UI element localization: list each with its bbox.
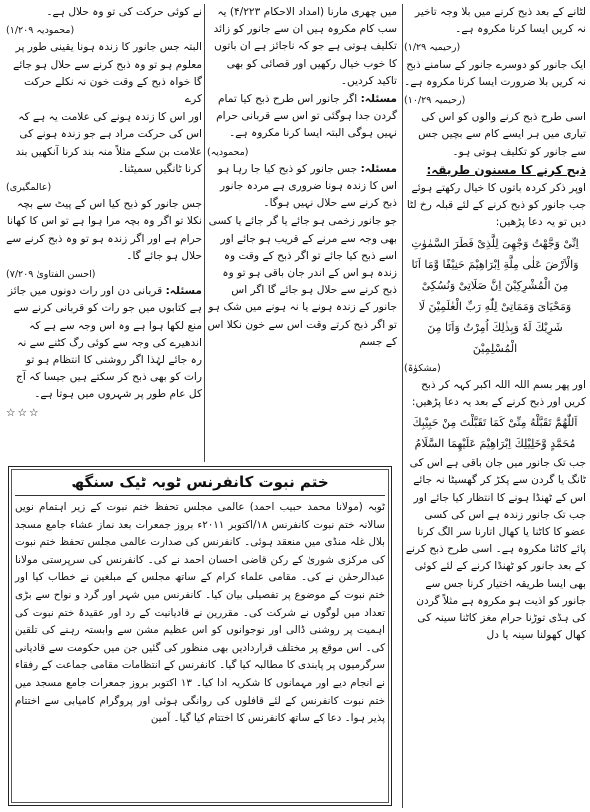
masala-paragraph bbox=[207, 91, 397, 143]
column-divider bbox=[402, 4, 403, 808]
masala-label: مسئلہ: bbox=[360, 162, 397, 175]
masala-paragraph bbox=[207, 161, 397, 213]
paragraph: لٹانے کے بعد ذبح کرنے میں بلا وجہ تاخیر نہ کریں ایسا کرنا مکروہ ہے۔ bbox=[414, 6, 586, 36]
paragraph: نے کوئی حرکت کی تو وہ حلال ہے۔ bbox=[46, 6, 202, 18]
reference: (رحیمیہ ۱/۲۹) bbox=[404, 42, 461, 54]
paragraph: البتہ جس جانور کا زندہ ہونا یقینی طور پر معلوم ہو تو وہ ذبح کرنے سے حلال ہو جائے گا خواہ ذبح کے وقت خون نہ نکلے حرکت کرے bbox=[13, 41, 202, 106]
paragraph: اوپر ذکر کردہ باتوں کا خیال رکھتے ہوئے جب جانور کو ذبح کرنے کے لئے قبلہ رخ لٹا دیں تو یہ دعا پڑھیں: bbox=[406, 182, 586, 229]
paragraph: جو جانور زخمی ہو جائے یا گر جائے یا کسی بھی وجہ سے مرنے کے قریب ہو جائے اور اسے ذبح کیا جائے تو اگر ذبح کے وقت وہ زندہ ہو اس کے اندر جان باقی ہو تو وہ ذبح کرنے سے حلال ہو جائے گا اگر اس جانور کے زندہ ہونے یا نہ ہونے میں شک ہو تو اگر ذبح کرتے وقت اس سے خون نکلا اس کے جسم bbox=[207, 215, 397, 348]
reference: (مشکوٰۃ) bbox=[404, 362, 441, 374]
column-divider bbox=[204, 4, 205, 462]
news-box-title: ختم نبوت کانفرنس ٹوبہ ٹیک سنگھ bbox=[15, 471, 385, 496]
masala-text: اگر جانور اس طرح ذبح کیا تمام گردن جدا ہوگئی تو اس سے قربانی حرام نہیں ہوگی البتہ ایسا کرنا مکروہ ہے۔ bbox=[216, 93, 397, 140]
reference: (احسن الفتاویٰ ۷/۲۰۹) bbox=[6, 269, 96, 281]
end-stars: ☆☆☆ bbox=[6, 406, 41, 419]
news-box-body: ٹوبہ (مولانا محمد حبیب احمد) عالمی مجلس تحفظ ختم نبوت کے زیر اہتمام نویں سالانہ ختم نبوت کانفرنس ۱۸/اکتوبر ۲۰۱۱ء بروز جمعرات بعد نماز عشاء جامع مسجد بلال غلہ منڈی میں منعقد ہوئی۔ کانفرنس کی صدارت عالمی مجلس تحفظ ختم نبوت کی مرکزی شوریٰ کے رکن قاضی احسان احمد نے کی۔ کانفرنس کی سرپرستی مولانا عبدالرحمٰن نے کی۔ مقامی علماء کرام کے ساتھ مجلس کے مبلغین نے خطاب کیا اور ختم نبوت کے موضوع پر تفصیلی بیان کیا۔ کانفرنس میں شہر اور گرد و نواح سے بڑی تعداد میں لوگوں نے شرکت کی۔ مقررین نے قادیانیت کے رد اور عقیدۂ ختم نبوت کی اہمیت پر روشنی ڈالی اور نوجوانوں کو اس عظیم مشن سے وابستہ رہنے کی تلقین کی۔ اس موقع پر مختلف قراردادیں بھی منظور کی گئیں جن میں حکومت سے قادیانی سرگرمیوں پر پابندی کا مطالبہ کیا گیا۔ کانفرنس کے انتظامات مقامی جماعت کے رفقاء نے انجام دیے اور مہمانوں کا شکریہ ادا کیا۔ ۱۳ اکتوبر بروز جمعرات جامع مسجد میں ختم نبوت کانفرنس کے لئے قافلوں کی روانگی ہوئی اور پروگرام کامیابی سے اختتام پذیر ہوا۔ دعا کے ساتھ کانفرنس کا اختتام کیا گیا۔ آمین bbox=[15, 501, 385, 725]
reference: (عالمگیری) bbox=[6, 182, 52, 194]
paragraph: اور پھر بسم اللہ اللہ اکبر کہہ کر ذبح کریں اور ذبح کرنے کے بعد یہ دعا پڑھیں: bbox=[411, 378, 586, 409]
paragraph: ایک جانور کو دوسرے جانور کے سامنے ذبح نہ کریں بلا ضرورت ایسا کرنا مکروہ ہے۔ bbox=[404, 58, 586, 88]
masala-text: قربانی دن اور رات دونوں میں جائز ہے کتابوں میں جو رات کو قربانی کرنے سے منع لکھا ہوا ہے وہ اس وجہ سے ہے کہ اندھیرے کی وجہ سے کوئی رگ کٹنے سے نہ رہ جائے لہٰذا اگر روشنی کا انتظام ہو تو رات کو بھی ذبح کر سکتے ہیں جیسا کہ آج کل عام طور پر شہروں میں ہوتا ہے۔ bbox=[7, 285, 202, 401]
middle-column bbox=[207, 4, 397, 466]
masala-label: مسئلہ: bbox=[360, 93, 397, 106]
paragraph: جب تک جانور میں جان باقی ہے اس کی ٹانگ یا گردن سے پکڑ کر گھسیٹا نہ جائے اس کے ٹھنڈا ہونے کا انتظار کیا جائے اور جب تک جانور زندہ ہے اس کی کسی عضو کا کاٹنا یا کھال اتارنا سر الگ کرنا پائے کاٹنا مکروہ ہے۔ اسی طرح ذبح کرنے کے بعد جانور کو ٹھنڈا کرنے کے لئے کوئی بھی ایسا طریقہ اختیار کرنا جس سے جانور کو اذیت ہو مکروہ ہے مثلاً گردن کی ہڈی توڑنا حرام مغز کاٹنا سینہ کی کھال کھولنا سینہ یا دل bbox=[405, 457, 586, 642]
section-heading: ذبح کرنے کا مسنون طریقہ: bbox=[426, 162, 586, 177]
paragraph: اسی طرح ذبح کرنے والوں کو اس کی تیاری میں ہر ایسے کام سے بچیں جس سے جانور کو تکلیف ہوتی ہو۔ bbox=[418, 111, 586, 158]
dua-text: اِنِّیْ وَجَّهْتُ وَجْهِیَ لِلَّذِیْ فَطَرَ السَّمٰوٰتِ وَالْاَرْضَ عَلٰی مِلَّةِ اِبْرَاهِیْمَ حَنِیْفًا وَّمَا اَنَا مِنَ الْمُشْرِكِیْنَ اِنَّ صَلَاتِیْ وَنُسُكِیْ وَمَحْیَایَ وَمَمَاتِیْ لِلّٰهِ رَبِّ الْعٰلَمِیْنَ لَا شَرِیْكَ لَهٗ وَبِذٰلِكَ اُمِرْتُ وَاَنَا مِنَ الْمُسْلِمِیْنَ bbox=[411, 236, 579, 355]
reference: (رحیمیہ ۱۰/۲۹) bbox=[404, 95, 466, 107]
masala-paragraph bbox=[6, 283, 202, 403]
paragraph: میں چھری مارنا (امداد الاحکام ۴/۲۲۳) یہ سب کام مکروہ ہیں ان سے جانور کو زائد تکلیف ہوتی ہے جو کہ ناجائز ہے ان باتوں کا خوب خیال رکھیں اور قصائی کو بھی تاکید کردیں۔ bbox=[213, 6, 397, 87]
reference: (محمودیہ) bbox=[207, 146, 249, 158]
reference: (محمودیہ ۱/۲۰۹) bbox=[6, 25, 75, 37]
left-column bbox=[6, 4, 202, 466]
right-column bbox=[404, 4, 586, 645]
masala-label: مسئلہ: bbox=[165, 285, 202, 298]
masala-text: جس جانور کو ذبح کیا جا رہا ہو اس کا زندہ ہونا ضروری ہے مردہ جانور ذبح کرنے سے حلال نہیں ہوگا۔ bbox=[217, 162, 397, 210]
dua-text: اَللّٰهُمَّ تَقَبَّلْهُ مِنِّیْ كَمَا تَقَبَّلْتَ مِنْ حَبِیْبِكَ مُحَمَّدٍ وَّخَلِیْلِكَ اِبْرَاهِیْمَ عَلَیْهِمَا السَّلَامُ bbox=[412, 416, 578, 451]
paragraph: اور اس کا زندہ ہونے کی علامت یہ ہے کہ اس کی حرکت مراد ہے جو زندہ ہونے کی علامت بن سکے مثلاً منہ بند کرنا آنکھیں بند کرنا ٹانگیں سمیٹنا۔ bbox=[15, 111, 202, 175]
news-box bbox=[8, 466, 392, 806]
paragraph: جس جانور کو ذبح کیا اس کے پیٹ سے بچہ نکلا تو اگر وہ بچہ مرا ہوا ہے تو اس کا کھانا حرام ہے اور اگر زندہ ہو تو وہ ذبح کرنے سے حلال ہو جائے گا۔ bbox=[6, 198, 202, 262]
